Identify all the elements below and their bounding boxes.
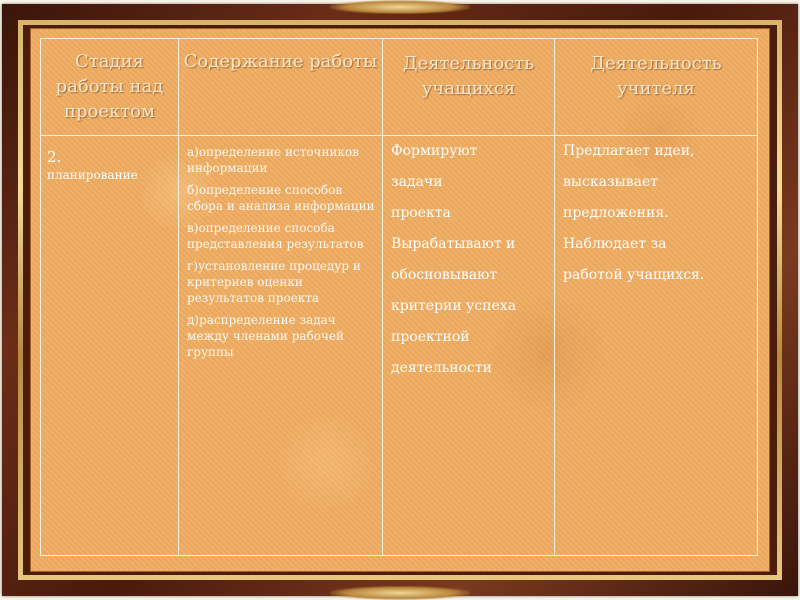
student-line: критерии успеха [391, 298, 517, 314]
student-line: Вырабатывают и [391, 236, 516, 252]
student-activity [383, 136, 554, 384]
stage-cell [41, 136, 179, 556]
header-cell-teacher [555, 39, 758, 136]
frame-bottom-ornament [330, 586, 470, 600]
teacher-line: высказывает [563, 174, 658, 190]
student-line: деятельности [391, 360, 492, 376]
header-teacher: Деятельность учителя [590, 53, 722, 99]
header-cell-students [383, 39, 555, 136]
student-line: Формируют [391, 143, 478, 159]
student-line: задачи [391, 174, 443, 190]
header-students: Деятельность учащихся [402, 53, 535, 99]
content-item: д)распределение задач между членами рабочей группы [187, 313, 345, 359]
header-stage: Стадия работы над проектом [55, 51, 164, 122]
project-stage-table [40, 38, 758, 556]
teacher-line: работой учащихся. [563, 267, 705, 283]
content-cell [179, 136, 383, 556]
table-row [41, 136, 758, 556]
teacher-line: предложения. [563, 205, 669, 221]
frame-top-ornament [330, 0, 470, 14]
student-line: проекта [391, 205, 451, 221]
teacher-cell [555, 136, 758, 556]
header-cell-content [179, 39, 383, 136]
teacher-activity [555, 136, 757, 291]
teacher-line: Наблюдает за [563, 236, 667, 252]
student-line: обосновывают [391, 267, 498, 283]
content-list [179, 136, 382, 360]
header-cell-stage [41, 39, 179, 136]
content-item: б)определение способов сбора и анализа информации [187, 183, 375, 213]
content-item: г)установление процедур и критериев оценки результатов проекта [187, 259, 361, 305]
student-line: проектной [391, 329, 470, 345]
stage-number: 2. [47, 148, 62, 166]
stage-name: планирование [47, 168, 138, 182]
header-content: Содержание работы [183, 51, 378, 72]
content-item: а)определение источников информации [187, 145, 359, 175]
table-header-row [41, 39, 758, 136]
students-cell [383, 136, 555, 556]
teacher-line: Предлагает идеи, [563, 143, 695, 159]
content-item: в)определение способа представления результатов [187, 221, 364, 251]
